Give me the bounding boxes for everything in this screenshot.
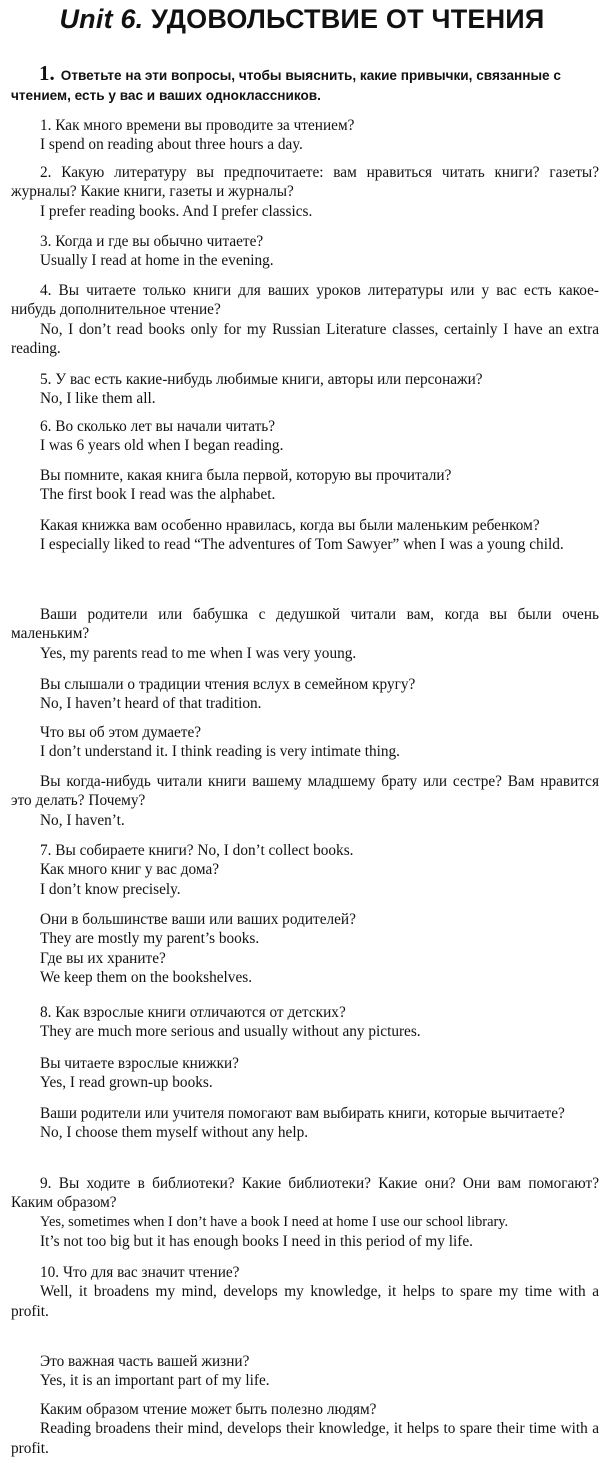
qa-block	[11, 1104, 599, 1143]
qa-block	[11, 1352, 599, 1391]
question: Где вы их храните?	[40, 949, 166, 967]
task-instruction	[11, 63, 599, 106]
question: Каким образом чтение может быть полезно людям?	[40, 1401, 377, 1418]
qa-block	[11, 1174, 599, 1252]
answer: I don’t understand it. I think reading is very intimate thing.	[40, 743, 400, 761]
question: Вы помните, какая книга была первой, которую вы прочитали?	[40, 467, 452, 484]
task-number: 1.	[39, 61, 55, 85]
unit-title: УДОВОЛЬСТВИЕ ОТ ЧТЕНИЯ	[151, 4, 545, 34]
question: 10. Что для вас значит чтение?	[40, 1264, 240, 1281]
question: 7. Вы собираете книги? No, I don’t collect books.	[40, 842, 354, 859]
qa-block	[11, 1263, 599, 1321]
answer: I especially liked to read “The adventures of Tom Sawyer” when I was a young child.	[40, 536, 564, 554]
question: Ваши родители или учителя помогают вам выбирать книги, которые вычитаете?	[40, 1105, 565, 1122]
unit-heading	[0, 4, 604, 35]
question: Что вы об этом думаете?	[40, 724, 202, 741]
qa-block	[11, 281, 599, 359]
answer: Yes, it is an important part of my life.	[40, 1372, 270, 1390]
answer: Yes, sometimes when I don’t have a book I need at home I use our school library.	[40, 1213, 509, 1230]
question: 8. Как взрослые книги отличаются от детских?	[40, 1004, 346, 1021]
question: 2. Какую литературу вы предпочитаете: вам нравиться читать книги? газеты? журналы? Какие книги, газеты и журналы?	[11, 164, 599, 201]
question: 6. Во сколько лет вы начали читать?	[40, 418, 276, 435]
question: 3. Когда и где вы обычно читаете?	[40, 233, 264, 250]
answer: No, I choose them myself without any help.	[40, 1124, 309, 1142]
qa-block	[11, 772, 599, 830]
answer: Usually I read at home in the evening.	[40, 252, 274, 270]
answer: Reading broadens their mind, develops their knowledge, it helps to spare their time with a profit.	[11, 1420, 599, 1457]
question: Это важная часть вашей жизни?	[40, 1353, 250, 1370]
answer: Yes, my parents read to me when I was very young.	[40, 644, 357, 662]
unit-number: Unit 6.	[59, 4, 144, 34]
qa-block	[11, 605, 599, 663]
qa-block	[11, 1003, 599, 1042]
answer: The first book I read was the alphabet.	[40, 486, 276, 504]
answer: They are mostly my parent’s books.	[40, 930, 260, 948]
qa-block	[11, 516, 599, 555]
question: 1. Как много времени вы проводите за чтением?	[40, 117, 355, 134]
question: Они в большинстве ваши или ваших родителей?	[40, 911, 356, 928]
answer: I was 6 years old when I began reading.	[40, 437, 284, 455]
answer: No, I don’t read books only for my Russian Literature classes, certainly I have an extra reading.	[11, 320, 599, 358]
answer: We keep them on the bookshelves.	[40, 969, 253, 987]
qa-block	[11, 910, 599, 988]
question: Как много книг у вас дома?	[40, 861, 220, 879]
qa-block	[11, 1400, 599, 1458]
question: Вы слышали о традиции чтения вслух в семейном кругу?	[40, 676, 416, 693]
task-text: Ответьте на эти вопросы, чтобы выяснить, какие привычки, связанные с чтением, есть у вас и ваших одноклассников.	[11, 68, 561, 103]
question: Вы когда-нибудь читали книги вашему младшему брату или сестре? Вам нравится это делать? Почему?	[11, 773, 599, 810]
answer: Yes, I read grown-up books.	[40, 1074, 213, 1092]
answer: No, I haven’t heard of that tradition.	[40, 695, 262, 713]
answer: Well, it broadens my mind, develops my knowledge, it helps to spare my time with a profit.	[11, 1283, 599, 1320]
answer: I spend on reading about three hours a day.	[40, 136, 303, 154]
question: 9. Вы ходите в библиотеки? Какие библиотеки? Какие они? Они вам помогают? Каким образом?	[11, 1175, 599, 1212]
question: 5. У вас есть какие-нибудь любимые книги, авторы или персонажи?	[40, 371, 483, 388]
answer: I prefer reading books. And I prefer classics.	[40, 202, 313, 220]
qa-block	[11, 466, 599, 505]
answer: No, I like them all.	[40, 390, 156, 408]
qa-block	[11, 370, 599, 409]
question: Какая книжка вам особенно нравилась, когда вы были маленьким ребенком?	[40, 517, 540, 534]
answer: It’s not too big but it has enough books I need in this period of my life.	[40, 1233, 473, 1251]
qa-block	[11, 116, 599, 155]
qa-block	[11, 232, 599, 271]
answer: I don’t know precisely.	[40, 880, 181, 898]
qa-block	[11, 723, 599, 762]
qa-block	[11, 1054, 599, 1093]
question: 4. Вы читаете только книги для ваших уроков литературы или у вас есть какое-нибудь дополнительное чтение?	[11, 282, 599, 319]
qa-block	[11, 841, 599, 899]
qa-block	[11, 163, 599, 221]
question: Ваши родители или бабушка с дедушкой читали вам, когда вы были очень маленьким?	[11, 606, 599, 643]
qa-block	[11, 675, 599, 714]
answer: They are much more serious and usually without any pictures.	[40, 1023, 421, 1041]
answer: No, I haven’t.	[40, 811, 125, 829]
question: Вы читаете взрослые книжки?	[40, 1055, 239, 1072]
qa-block	[11, 417, 599, 456]
